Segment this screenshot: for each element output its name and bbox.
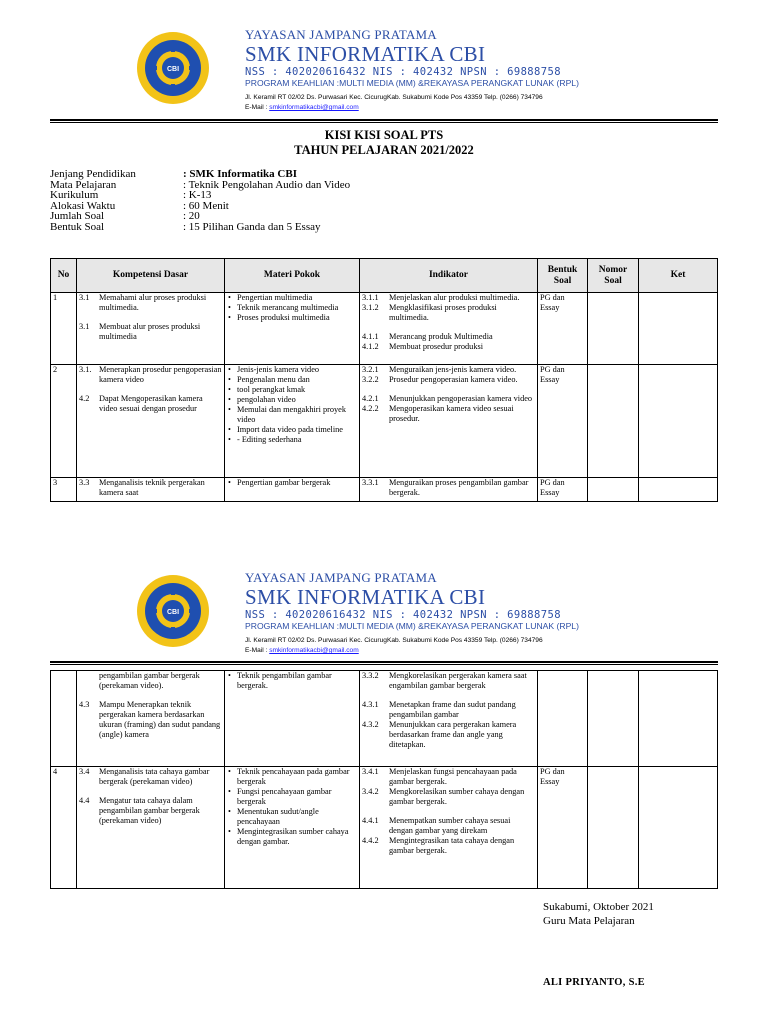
school-logo-icon [135, 573, 211, 649]
header-no: No [51, 259, 77, 293]
table-header-row [51, 259, 718, 293]
header-indikator: Indikator [360, 259, 538, 293]
signature-place-date: Sukabumi, Oktober 2021 [543, 901, 654, 913]
kisi-table-page1 [50, 258, 718, 502]
address-line: Jl. Keramil RT 02/02 Ds. Purwasari Kec. CicurugKab. Sukabumi Kode Pos 43359 Telp. (0266) 734796 [245, 94, 543, 101]
email-label: E-Mail : [245, 104, 268, 111]
email-link[interactable]: smkinformatikacbi@gmail.com [269, 647, 359, 654]
document-meta [50, 169, 350, 233]
school-logo-icon [135, 30, 211, 106]
meta-row: Jenjang Pendidikan : SMK Informatika CBI [50, 168, 297, 180]
meta-row: Kurikulum : K-13 [50, 189, 212, 202]
email-link[interactable]: smkinformatikacbi@gmail.com [269, 104, 359, 111]
foundation-name: YAYASAN JAMPANG PRATAMA [245, 27, 437, 42]
letterhead-rule [50, 119, 718, 123]
table-row: pengambilan gambar bergerak (perekaman video). 4.3 Mampu Menerapkan teknik pergerakan kamera berdasarkan ukuran (framing) dan sudut pandang (angle) kamera • Teknik pengambilan gambar bergerak. 3.3.2 Mengkorelasikan pergerakan kamera saat engambilan gambar bergerak 4.3.1 Menetapkan frame dan sudut pandang pengambilan gambar 4.3.2 Menunjukkan cara pergerakan kamera berdasarkan frame dan angle yang ditetapkan. [51, 671, 718, 767]
school-ids: NSS : 402020616432 NIS : 402432 NPSN : 69888758 [245, 609, 561, 621]
header-nomor: Nomor Soal [588, 259, 639, 293]
email-line [245, 103, 665, 113]
header-bentuk: Bentuk Soal [538, 259, 588, 293]
school-name: SMK INFORMATIKA CBI [245, 585, 486, 609]
signature-name: ALI PRIYANTO, S.E [543, 977, 645, 988]
header-ket: Ket [639, 259, 718, 293]
table-row: 3 3.3 Menganalisis teknik pergerakan kamera saat • Pengertian gambar bergerak 3.3.1 Menguraikan proses pengambilan gambar bergerak. PG dan Essay [51, 478, 718, 502]
address-line: Jl. Keramil RT 02/02 Ds. Purwasari Kec. CicurugKab. Sukabumi Kode Pos 43359 Telp. (0266) 734796 [245, 637, 543, 644]
table-row: 2 3.1. Menerapkan prosedur pengoperasian kamera video 4.2 Dapat Mengoperasikan kamera video sesuai dengan prosedur • Jenis-jenis kamera video • Pengenalan menu dan • tool perangkat kmak • pengolahan video • Memulai dan mengakhiri proyek video • Import data video pada timeline • - Editing sederhana 3.2.1 Menguraikan jens-jenis kamera video. 3.2.2 Prosedur pengoperasian kamera video. 4.2.1 Menunjukkan pengoperasian kamera video 4.2.2 Mengoperasikan kamera video sesuai prosedur. PG dan Essay [51, 365, 718, 478]
document-year: TAHUN PELAJARAN 2021/2022 [294, 143, 474, 157]
email-line [245, 646, 665, 656]
school-ids: NSS : 402020616432 NIS : 402432 NPSN : 69888758 [245, 66, 561, 78]
meta-row: Alokasi Waktu : 60 Menit [50, 199, 229, 212]
svg-text:CBI: CBI [166, 66, 180, 73]
kisi-table-page2 [50, 670, 718, 889]
header-materi: Materi Pokok [225, 259, 360, 293]
svg-text:CBI: CBI [166, 609, 180, 616]
table-row: 4 3.4 Menganalisis tata cahaya gambar bergerak (perekaman video) 4.4 Mengatur tata cahaya dalam pengambilan gambar bergerak (perekaman video) • Teknik pencahayaan pada gambar bergerak • Fungsi pencahayaan gambar bergerak • Menentukan sudut/angle pencahayaan • Mengintegrasikan sumber cahaya dengan gambar. 3.4.1 Menjelaskan fungsi pencahayaan pada gambar bergerak. 3.4.2 Mengkorelasikan sumber cahaya dengan gambar bergerak. 4.4.1 Menempatkan sumber cahaya sesuai dengan gambar yang direkam 4.4.2 Mengintegrasikan tata cahaya dengan gambar bergerak. PG dan Essay [51, 767, 718, 889]
meta-row: Bentuk Soal : 15 Pilihan Ganda dan 5 Essay [50, 220, 321, 233]
program-line: PROGRAM KEAHLIAN :MULTI MEDIA (MM) &REKAYASA PERANGKAT LUNAK (RPL) [245, 78, 579, 88]
table-row: 1 3.1 Memahami alur proses produksi multimedia. 3.1 Membuat alur proses produksi multimedia • Pengertian multimedia • Teknik merancang multimedia • Proses produksi multimedia 3.1.1 Menjelaskan alur produksi multimedia. 3.1.2 Mengklasifikasi proses produksi multimedia. 4.1.1 Merancang produk Multimedia 4.1.2 Membuat prosedur produksi PG dan Essay [51, 293, 718, 365]
foundation-name: YAYASAN JAMPANG PRATAMA [245, 570, 437, 585]
meta-row: Mata Pelajaran : Teknik Pengolahan Audio dan Video [50, 178, 351, 191]
school-name: SMK INFORMATIKA CBI [245, 42, 486, 66]
header-kd: Kompetensi Dasar [77, 259, 225, 293]
letterhead [0, 22, 768, 127]
document-title: KISI KISI SOAL PTS [324, 128, 444, 142]
letterhead-page2 [0, 565, 768, 670]
meta-row: Jumlah Soal : 20 [50, 210, 200, 223]
signature-role: Guru Mata Pelajaran [543, 915, 635, 927]
email-label: E-Mail : [245, 647, 268, 654]
letterhead-rule [50, 661, 718, 665]
program-line: PROGRAM KEAHLIAN :MULTI MEDIA (MM) &REKAYASA PERANGKAT LUNAK (RPL) [245, 621, 579, 631]
